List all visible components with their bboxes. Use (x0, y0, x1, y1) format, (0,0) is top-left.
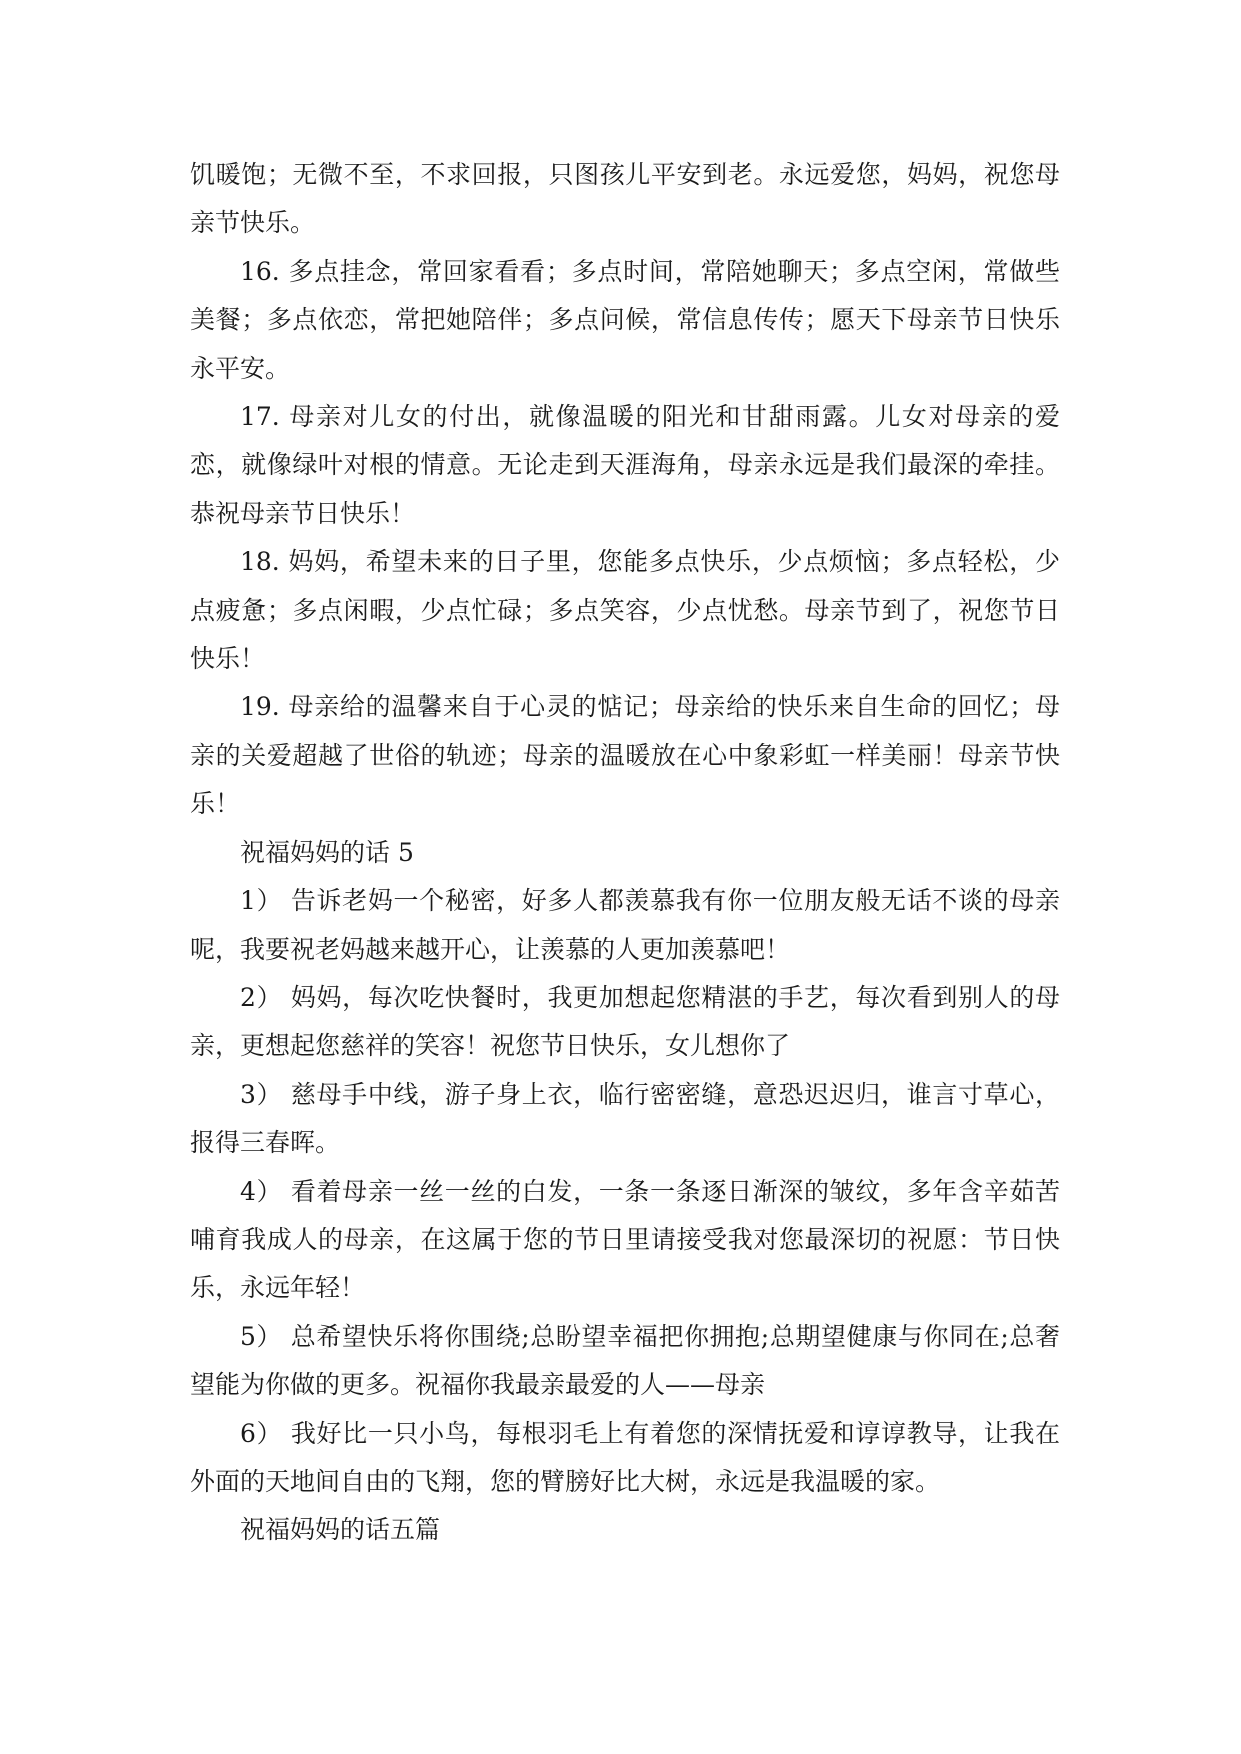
document-body (190, 151, 1060, 1555)
paragraph-continuation: 饥暖饱；无微不至，不求回报，只图孩儿平安到老。永远爱您，妈妈，祝您母亲节快乐。 (190, 160, 1060, 238)
paragraph-item-3: 3） 慈母手中线，游子身上衣，临行密密缝，意恐迟迟归，谁言寸草心，报得三春晖。 (190, 1079, 1060, 1158)
paragraph-item-2: 2） 妈妈，每次吃快餐时，我更加想起您精湛的手艺，每次看到别人的母亲，更想起您慈祥的笑容！祝您节日快乐，女儿想你了 (190, 982, 1060, 1061)
paragraph-item-16: 16. 多点挂念，常回家看看；多点时间，常陪她聊天；多点空闲，常做些美餐；多点依恋，常把她陪伴；多点问候，常信息传传；愿天下母亲节日快乐永平安。 (190, 256, 1060, 383)
paragraph-item-6: 6） 我好比一只小鸟，每根羽毛上有着您的深情抚爱和谆谆教导，让我在外面的天地间自由的飞翔，您的臂膀好比大树，永远是我温暖的家。 (190, 1418, 1060, 1496)
section-heading-5: 祝福妈妈的话 5 (240, 837, 414, 867)
paragraph-item-18: 18. 妈妈，希望未来的日子里，您能多点快乐，少点烦恼；多点轻松，少点疲惫；多点闲暇，少点忙碌；多点笑容，少点忧愁。母亲节到了，祝您节日快乐！ (190, 547, 1060, 674)
paragraph-item-1: 1） 告诉老妈一个秘密，好多人都羡慕我有你一位朋友般无话不谈的母亲呢，我要祝老妈越来越开心，让羡慕的人更加羡慕吧！ (190, 886, 1060, 964)
paragraph-item-4: 4） 看着母亲一丝一丝的白发，一条一条逐日渐深的皱纹，多年含辛茹苦哺育我成人的母亲，在这属于您的节日里请接受我对您最深切的祝愿：节日快乐，永远年轻！ (190, 1176, 1060, 1303)
paragraph-item-17: 17. 母亲对儿女的付出，就像温暖的阳光和甘甜雨露。儿女对母亲的爱恋，就像绿叶对根的情意。无论走到天涯海角，母亲永远是我们最深的牵挂。恭祝母亲节日快乐！ (190, 402, 1060, 528)
paragraph-item-5: 5） 总希望快乐将你围绕;总盼望幸福把你拥抱;总期望健康与你同在;总奢望能为你做的更多。祝福你我最亲最爱的人——母亲 (190, 1321, 1060, 1400)
section-heading-title: 祝福妈妈的话五篇 (240, 1515, 441, 1545)
paragraph-item-19: 19. 母亲给的温馨来自于心灵的惦记；母亲给的快乐来自生命的回忆；母亲的关爱超越了世俗的轨迹；母亲的温暖放在心中象彩虹一样美丽！母亲节快乐！ (190, 692, 1060, 819)
